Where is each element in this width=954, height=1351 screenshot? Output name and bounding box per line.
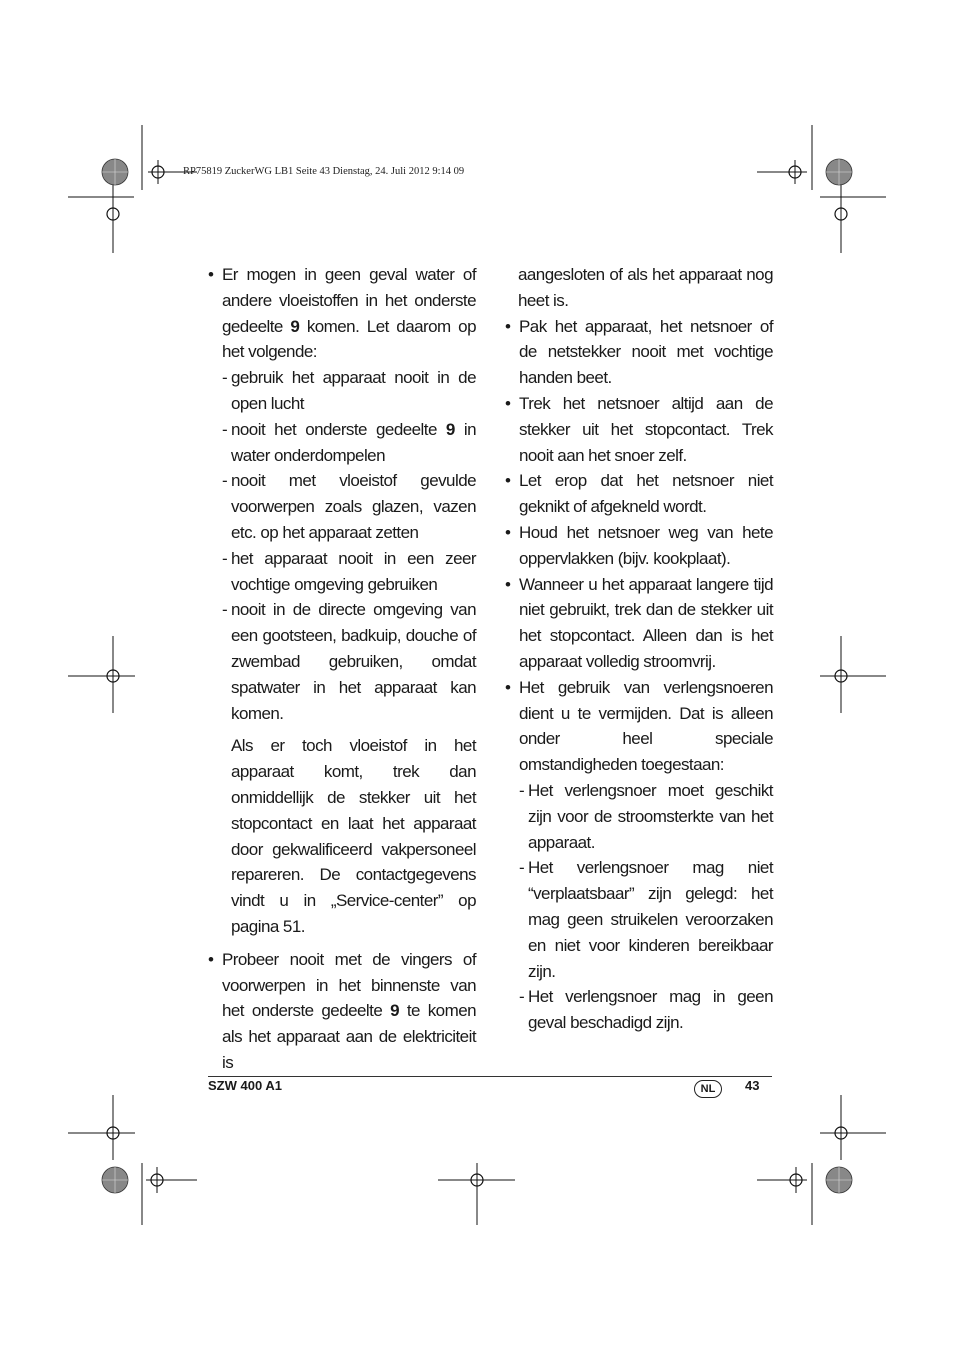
- dash: -: [519, 987, 525, 1007]
- language-badge: NL: [694, 1080, 722, 1098]
- dash: -: [222, 471, 228, 491]
- part-number: 9: [390, 1001, 399, 1021]
- bullet-text: Wanneer u het apparaat langere tijd niet gebruikt, trek dan de stekker uit het stopcontact. Alleen dan is het apparaat volledig stroomvrij.: [519, 574, 773, 671]
- bullet-item: [505, 314, 773, 391]
- footer-rule: [208, 1076, 772, 1077]
- sub-item-text: nooit in de directe omgeving van een gootsteen, badkuip, douche of zwembad gebruiken, omdat spatwater in het apparaat kan komen.: [231, 600, 476, 723]
- bullet-item: [505, 675, 773, 778]
- text-span: komen. Let daarom op het volgende:: [222, 316, 476, 362]
- bullet: •: [505, 677, 511, 697]
- sub-item: [222, 597, 476, 726]
- bullet-item: [505, 572, 773, 675]
- bullet-text: Pak het apparaat, het netsnoer of de netstekker nooit met vochtige handen beet.: [519, 316, 773, 388]
- sub-item-text: Het verlengsnoer moet geschikt zijn voor de stroomsterkte van het apparaat.: [528, 780, 773, 852]
- left-column: [208, 262, 476, 1076]
- bullet-item: [505, 391, 773, 468]
- bullet: •: [505, 574, 511, 594]
- page-number: 43: [745, 1078, 760, 1093]
- sub-item-text: Het verlengsnoer mag in geen geval beschadigd zijn.: [528, 987, 773, 1033]
- bullet: •: [208, 949, 214, 969]
- print-info-line: RP75819 ZuckerWG LB1 Seite 43 Dienstag, 24. Juli 2012 9:14 09: [183, 166, 465, 177]
- bullet-text: [222, 262, 476, 365]
- sub-item-text: [231, 417, 476, 469]
- bullet: •: [505, 471, 511, 491]
- text-span: Er mogen in geen geval water of andere vloeistoffen in het onderste gedeelte: [222, 265, 476, 336]
- dash: -: [222, 419, 228, 439]
- bullet-item: [505, 468, 773, 520]
- sub-item: [222, 417, 476, 469]
- bullet-item: [505, 520, 773, 572]
- bullet-item: [208, 947, 476, 1076]
- note-paragraph: Als er toch vloeistof in het apparaat komt, trek dan onmiddellijk de stekker uit het stopcontact en laat het apparaat door gekwalificeerd vakpersoneel repareren. De contactgegevens vindt u in „Service-center” op pagina 51.: [231, 736, 476, 936]
- sub-item: [222, 546, 476, 598]
- bullet: •: [505, 316, 511, 336]
- sub-item: [519, 984, 773, 1036]
- sub-item-text: Het verlengsnoer mag niet “verplaatsbaar” zijn gelegd: het mag geen struikelen veroorzaken en niet voor kinderen bereikbaar zijn.: [528, 858, 773, 981]
- dash: -: [222, 600, 228, 620]
- text-span: Probeer nooit met de vingers of voorwerpen in het binnenste van het onderste gedeelte: [222, 949, 476, 1021]
- bullet: •: [208, 265, 214, 284]
- sub-item: [222, 365, 476, 417]
- bullet-item: [208, 262, 476, 365]
- text-span: te komen als het apparaat aan de elektriciteit is: [222, 1001, 477, 1072]
- sub-item: [519, 778, 773, 855]
- dash: -: [222, 548, 228, 568]
- sub-item: [222, 468, 476, 545]
- bullet-text: [222, 947, 476, 1076]
- bullet-text: Het gebruik van verlengsnoeren dient u te vermijden. Dat is alleen onder heel speciale omstandigheden toegestaan:: [519, 677, 773, 775]
- sub-item-text: het apparaat nooit in een zeer vochtige omgeving gebruiken: [231, 548, 476, 594]
- part-number: 9: [445, 419, 455, 439]
- part-number: 9: [290, 316, 300, 336]
- bullet-text: Let erop dat het netsnoer niet geknikt of afgekneld wordt.: [519, 471, 773, 517]
- sub-item-text: nooit met vloeistof gevulde voorwerpen zoals glazen, vazen etc. op het apparaat zetten: [231, 471, 476, 542]
- bullet: •: [505, 393, 511, 413]
- text-span: in water onderdompelen: [231, 419, 476, 465]
- text-span: nooit het onderste gedeelte: [231, 419, 446, 439]
- sub-item: [519, 855, 773, 984]
- dash: -: [519, 780, 525, 800]
- bullet: •: [505, 522, 511, 542]
- dash: -: [222, 368, 228, 388]
- footer-model: SZW 400 A1: [208, 1078, 282, 1093]
- dash: -: [519, 858, 525, 878]
- sub-item-text: gebruik het apparaat nooit in de open lucht: [231, 368, 476, 413]
- bullet-text: Houd het netsnoer weg van hete oppervlakken (bijv. kookplaat).: [519, 522, 773, 568]
- bullet-text: Trek het netsnoer altijd aan de stekker uit het stopcontact. Trek nooit aan het snoer zelf.: [519, 393, 773, 465]
- right-column: [505, 262, 773, 1036]
- continued-text: aangesloten of als het apparaat nog heet is.: [518, 265, 773, 310]
